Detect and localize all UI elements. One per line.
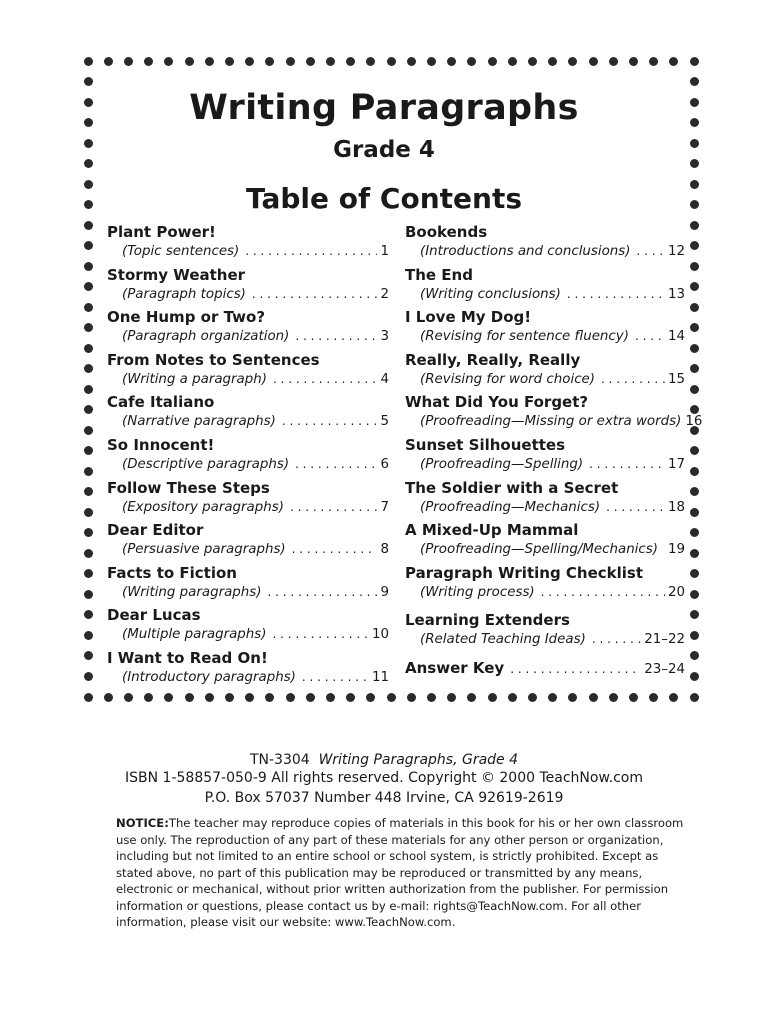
toc-entry-page: 19 bbox=[667, 542, 685, 558]
toc-entry-page: 21–22 bbox=[644, 632, 685, 648]
border-dot bbox=[124, 693, 133, 702]
toc-entry-title: Cafe Italiano bbox=[107, 393, 215, 412]
toc-entry-page: 7 bbox=[380, 499, 389, 515]
toc-entry bbox=[107, 265, 389, 308]
border-dot bbox=[366, 57, 375, 66]
border-dot bbox=[528, 57, 537, 66]
product-code-line bbox=[0, 750, 768, 770]
dot-leader bbox=[510, 659, 641, 679]
toc-entry-page: 9 bbox=[380, 584, 389, 600]
border-dot bbox=[690, 446, 699, 455]
toc-heading: Table of Contents bbox=[245, 182, 522, 215]
border-dot bbox=[488, 693, 497, 702]
border-dot bbox=[649, 57, 658, 66]
toc-entry bbox=[107, 435, 389, 478]
toc-entry bbox=[107, 520, 389, 563]
border-dot bbox=[306, 57, 315, 66]
toc-entry bbox=[107, 563, 389, 606]
border-dot bbox=[306, 693, 315, 702]
dot-leader bbox=[295, 327, 377, 346]
border-dot bbox=[185, 57, 194, 66]
border-dot bbox=[84, 426, 93, 435]
answer-key-entry bbox=[405, 658, 685, 680]
toc-entry-subtitle: (Descriptive paragraphs) bbox=[122, 456, 290, 472]
border-dot bbox=[366, 693, 375, 702]
border-dot bbox=[84, 487, 93, 496]
border-dot bbox=[690, 631, 699, 640]
border-dot bbox=[690, 672, 699, 681]
toc-entry-page: 14 bbox=[667, 329, 685, 345]
dot-leader bbox=[601, 370, 665, 389]
dot-leader bbox=[282, 412, 378, 431]
border-dot bbox=[326, 57, 335, 66]
dot-leader bbox=[541, 583, 665, 602]
border-dot bbox=[427, 57, 436, 66]
dot-leader bbox=[273, 625, 369, 644]
border-dot bbox=[164, 57, 173, 66]
toc-entry bbox=[405, 563, 685, 606]
border-dot bbox=[690, 221, 699, 230]
toc-entry-title: Paragraph Writing Checklist bbox=[405, 563, 644, 582]
toc-entry-title: What Did You Forget? bbox=[405, 393, 589, 412]
toc-entry-subtitle: (Proofreading—Missing or extra words) bbox=[420, 414, 682, 430]
border-dot bbox=[84, 77, 93, 86]
border-dot bbox=[407, 693, 416, 702]
border-dot bbox=[124, 57, 133, 66]
grade-label: Grade 4 bbox=[333, 137, 435, 163]
border-dot bbox=[245, 693, 254, 702]
toc-entry-subtitle: (Writing process) bbox=[420, 584, 535, 600]
book-title: Writing Paragraphs bbox=[189, 88, 579, 128]
border-dot bbox=[690, 303, 699, 312]
border-dot bbox=[690, 610, 699, 619]
toc-entry-subtitle: (Introductory paragraphs) bbox=[122, 669, 296, 685]
border-dot bbox=[589, 57, 598, 66]
border-dot bbox=[508, 57, 517, 66]
border-dot bbox=[690, 385, 699, 394]
toc-entry-subtitle: (Proofreading—Mechanics) bbox=[420, 499, 601, 515]
toc-entry bbox=[405, 520, 685, 563]
toc-entry bbox=[405, 392, 703, 435]
border-dot bbox=[84, 364, 93, 373]
border-dot bbox=[205, 57, 214, 66]
border-dot bbox=[104, 57, 113, 66]
border-dot bbox=[84, 446, 93, 455]
border-dot bbox=[690, 344, 699, 353]
dot-leader bbox=[664, 540, 665, 559]
toc-entry-title: I Want to Read On! bbox=[107, 648, 268, 667]
toc-entry-page: 6 bbox=[380, 456, 389, 472]
dot-leader bbox=[592, 630, 641, 649]
toc-entry-title: So Innocent! bbox=[107, 435, 215, 454]
border-dot bbox=[265, 57, 274, 66]
toc-entry-subtitle: (Paragraph organization) bbox=[122, 329, 290, 345]
border-dot bbox=[548, 693, 557, 702]
dot-leader bbox=[567, 285, 665, 304]
toc-entry-title: Stormy Weather bbox=[107, 265, 246, 284]
toc-entry-title: Follow These Steps bbox=[107, 478, 270, 497]
border-dot bbox=[690, 467, 699, 476]
toc-entry-title: Bookends bbox=[405, 223, 488, 241]
toc-entry-page: 16 bbox=[685, 414, 703, 430]
toc-entry-title: Dear Lucas bbox=[107, 606, 201, 625]
toc-entry-subtitle: (Paragraph topics) bbox=[122, 286, 246, 302]
dot-leader bbox=[273, 370, 377, 389]
border-dot bbox=[84, 323, 93, 332]
border-dot bbox=[609, 693, 618, 702]
toc-entry bbox=[107, 222, 389, 265]
border-dot bbox=[84, 57, 93, 66]
border-dot bbox=[225, 693, 234, 702]
toc-entry-title: Facts to Fiction bbox=[107, 563, 237, 582]
toc-entry-page: 18 bbox=[667, 499, 685, 515]
border-dot bbox=[286, 693, 295, 702]
toc-entry-page: 11 bbox=[371, 669, 389, 685]
border-dot bbox=[690, 528, 699, 537]
border-dot bbox=[690, 57, 699, 66]
border-dot bbox=[84, 262, 93, 271]
toc-entry-page: 15 bbox=[667, 371, 685, 387]
toc-entry-subtitle: (Expository paragraphs) bbox=[122, 499, 284, 515]
border-dot bbox=[467, 57, 476, 66]
border-dot bbox=[84, 344, 93, 353]
toc-entry-subtitle: (Revising for word choice) bbox=[420, 371, 596, 387]
toc-entry-page: 4 bbox=[380, 371, 389, 387]
toc-entry-page: 2 bbox=[380, 286, 389, 302]
toc-entry bbox=[107, 605, 389, 648]
copyright-notice bbox=[116, 815, 686, 931]
border-dot bbox=[84, 467, 93, 476]
product-book-title: Writing Paragraphs, Grade 4 bbox=[318, 752, 519, 768]
border-dot bbox=[104, 693, 113, 702]
dot-leader bbox=[245, 242, 377, 261]
notice-label: NOTICE: bbox=[116, 816, 169, 830]
toc-entry-page: 10 bbox=[371, 627, 389, 643]
border-dot bbox=[84, 651, 93, 660]
toc-entry-title: Plant Power! bbox=[107, 223, 216, 241]
toc-entry-page: 3 bbox=[380, 329, 389, 345]
dot-leader bbox=[290, 498, 378, 517]
border-dot bbox=[629, 693, 638, 702]
border-dot bbox=[629, 57, 638, 66]
toc-entry-title: The End bbox=[405, 265, 473, 284]
toc-right-column bbox=[405, 222, 703, 680]
toc-entry bbox=[405, 265, 685, 308]
border-dot bbox=[84, 549, 93, 558]
border-dot bbox=[528, 693, 537, 702]
border-dot bbox=[84, 241, 93, 250]
border-dot bbox=[690, 569, 699, 578]
toc-entry-subtitle: (Writing paragraphs) bbox=[122, 584, 262, 600]
border-dot bbox=[690, 549, 699, 558]
notice-text: The teacher may reproduce copies of materials in this book for his or her own classroom use only. The reproduction of any part of these materials for any other person or organization, including but not limited to an entire school or school system, is strictly prohibited. Except as stated above, no part of this publication may be reproduced or transmitted by any means, electronic or mechanical, without prior written authorization from the publisher. For permission information or questions, please contact us by e-mail: rights@TeachNow.com. For all other information, please visit our website: www.TeachNow.com. bbox=[116, 816, 684, 929]
border-dot bbox=[589, 693, 598, 702]
toc-entry-subtitle: (Proofreading—Spelling/Mechanics) bbox=[420, 542, 658, 558]
dot-leader bbox=[635, 327, 665, 346]
border-dot bbox=[144, 693, 153, 702]
product-code: TN-3304 bbox=[249, 752, 310, 768]
toc-entry-subtitle: (Proofreading—Spelling) bbox=[420, 456, 584, 472]
toc-entry-title: Sunset Silhouettes bbox=[405, 435, 566, 454]
border-dot bbox=[508, 693, 517, 702]
border-dot bbox=[84, 405, 93, 414]
toc-entry bbox=[107, 648, 389, 691]
toc-entry bbox=[107, 350, 389, 393]
border-dot bbox=[144, 57, 153, 66]
toc-entry-subtitle: (Persuasive paragraphs) bbox=[122, 542, 286, 558]
isbn-line: ISBN 1-58857-050-9 All rights reserved. Copyright © 2000 TeachNow.com bbox=[125, 770, 643, 786]
border-dot bbox=[690, 323, 699, 332]
border-dot bbox=[690, 241, 699, 250]
border-dot bbox=[690, 262, 699, 271]
dot-leader bbox=[267, 583, 377, 602]
border-dot bbox=[84, 569, 93, 578]
dot-leader bbox=[636, 242, 664, 261]
toc-entry bbox=[405, 307, 685, 350]
border-dot bbox=[84, 693, 93, 702]
border-dot bbox=[346, 693, 355, 702]
border-dot bbox=[286, 57, 295, 66]
answer-key-title: Answer Key bbox=[405, 658, 505, 677]
toc-entry-page: 12 bbox=[667, 244, 685, 259]
border-dot bbox=[427, 693, 436, 702]
border-dot bbox=[548, 57, 557, 66]
toc-entry-page: 13 bbox=[667, 286, 685, 302]
toc-entry-subtitle: (Writing a paragraph) bbox=[122, 371, 267, 387]
border-dot bbox=[690, 590, 699, 599]
border-dot bbox=[467, 693, 476, 702]
dot-leader bbox=[589, 455, 665, 474]
toc-entry-title: The Soldier with a Secret bbox=[405, 478, 619, 497]
border-dot bbox=[84, 672, 93, 681]
address-line: P.O. Box 57037 Number 448 Irvine, CA 92619-2619 bbox=[204, 790, 564, 806]
dot-leader bbox=[252, 285, 378, 304]
border-dot bbox=[690, 487, 699, 496]
border-dot bbox=[84, 631, 93, 640]
border-dot bbox=[447, 57, 456, 66]
dot-leader bbox=[292, 540, 378, 559]
border-dot bbox=[265, 693, 274, 702]
border-dot bbox=[84, 221, 93, 230]
toc-entry bbox=[405, 350, 685, 393]
border-dot bbox=[669, 57, 678, 66]
toc-entry-page: 1 bbox=[380, 244, 389, 259]
border-dot bbox=[447, 693, 456, 702]
border-dot bbox=[690, 77, 699, 86]
toc-entry bbox=[107, 478, 389, 521]
dot-leader bbox=[606, 498, 665, 517]
toc-entry-title: Really, Really, Really bbox=[405, 350, 581, 369]
toc-entry-subtitle: (Introductions and conclusions) bbox=[420, 244, 631, 259]
border-dot bbox=[669, 693, 678, 702]
toc-entry bbox=[405, 610, 685, 653]
toc-entry bbox=[107, 392, 389, 435]
toc-entry-title: I Love My Dog! bbox=[405, 308, 532, 327]
border-dot bbox=[609, 57, 618, 66]
dot-leader bbox=[295, 455, 377, 474]
border-dot bbox=[568, 693, 577, 702]
border-dot bbox=[84, 610, 93, 619]
toc-entry-subtitle: (Topic sentences) bbox=[122, 244, 240, 259]
border-dot bbox=[205, 693, 214, 702]
toc-entry-subtitle: (Writing conclusions) bbox=[420, 286, 561, 302]
dot-leader bbox=[302, 668, 369, 687]
border-dot bbox=[84, 590, 93, 599]
toc-entry-subtitle: (Related Teaching Ideas) bbox=[420, 632, 586, 648]
border-dot bbox=[346, 57, 355, 66]
border-dot bbox=[326, 693, 335, 702]
toc-entry-title: Dear Editor bbox=[107, 521, 204, 540]
border-dot bbox=[649, 693, 658, 702]
border-dot bbox=[690, 364, 699, 373]
border-dot bbox=[84, 282, 93, 291]
toc-entry-page: 5 bbox=[380, 414, 389, 430]
toc-entry-title: Learning Extenders bbox=[405, 611, 570, 630]
border-dot bbox=[690, 651, 699, 660]
toc-entry-page: 8 bbox=[380, 542, 389, 558]
border-dot bbox=[84, 385, 93, 394]
toc-entry-title: A Mixed-Up Mammal bbox=[405, 521, 579, 540]
border-dot bbox=[84, 528, 93, 537]
border-dot bbox=[568, 57, 577, 66]
border-dot bbox=[690, 508, 699, 517]
border-dot bbox=[245, 57, 254, 66]
border-dot bbox=[690, 693, 699, 702]
toc-entry-subtitle: (Revising for sentence fluency) bbox=[420, 329, 629, 345]
toc-left-column bbox=[107, 222, 389, 691]
toc-entry-subtitle: (Narrative paragraphs) bbox=[122, 414, 276, 430]
border-dot bbox=[488, 57, 497, 66]
toc-entry bbox=[405, 222, 685, 265]
toc-entry-title: One Hump or Two? bbox=[107, 308, 266, 327]
toc-entry-page: 20 bbox=[667, 584, 685, 600]
toc-entry-title: From Notes to Sentences bbox=[107, 350, 320, 369]
answer-key-page: 23–24 bbox=[644, 661, 685, 677]
border-dot bbox=[84, 508, 93, 517]
border-dot bbox=[690, 282, 699, 291]
border-dot bbox=[387, 57, 396, 66]
border-dot bbox=[225, 57, 234, 66]
border-dot bbox=[387, 693, 396, 702]
border-dot bbox=[185, 693, 194, 702]
toc-entry bbox=[405, 478, 685, 521]
border-dot bbox=[407, 57, 416, 66]
border-dot bbox=[84, 303, 93, 312]
toc-entry bbox=[405, 435, 685, 478]
toc-entry bbox=[107, 307, 389, 350]
border-dot bbox=[164, 693, 173, 702]
toc-entry-page: 17 bbox=[667, 456, 685, 472]
toc-entry-subtitle: (Multiple paragraphs) bbox=[122, 627, 267, 643]
